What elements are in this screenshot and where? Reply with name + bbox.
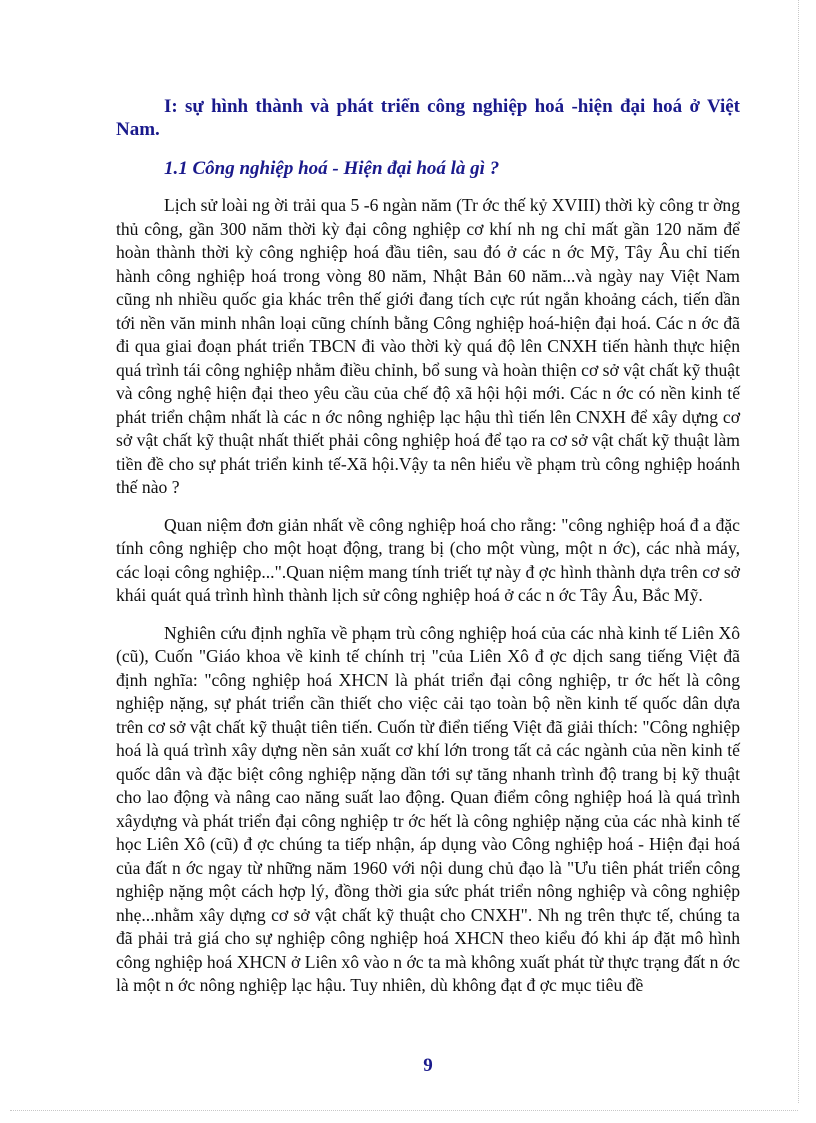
page-border-right	[798, 0, 799, 1103]
page-border-bottom	[10, 1110, 798, 1111]
paragraph-1: Lịch sử loài ng ời trải qua 5 -6 ngàn năm (Tr ớc thế kỷ XVIII) thời kỳ công tr ờng thủ công, gần 300 năm thời kỳ đại công nghiệp cơ khí nh ng chỉ mất gần 120 năm để hoàn thành thời kỳ công nghiệp hoá đầu tiên, sau đó ở các n ớc Mỹ, Tây Âu chỉ tiến hành công nghiệp hoá trong vòng 80 năm, Nhật Bản 60 năm...và ngày nay Việt Nam cũng nh nhiều quốc gia khác trên thế giới đang tích cực rút ngắn khoảng cách, tiến dần tới nền văn minh nhân loại cũng chính bằng Công nghiệp hoá-hiện đại hoá. Các n ớc đã đi qua giai đoạn phát triển TBCN đi vào thời kỳ quá độ lên CNXH tiến hành thực hiện quá trình tái công nghiệp nhằm điều chỉnh, bổ sung và hoàn thiện cơ sở vật chất kỹ thuật và công nghệ hiện đại theo yêu cầu của chế độ xã hội hội mới. Các n ớc có nền kinh tế phát triển chậm nhất là các n ớc nông nghiệp lạc hậu thì tiến lên CNXH để xây dựng cơ sở vật chất kỹ thuật nhất thiết phải công nghiệp hoá để tạo ra cơ sở vật chất kỹ thuật làm tiền đề cho sự phát triển kinh tế-Xã hội.Vậy ta nên hiểu về phạm trù công nghiệp hoánh thế nào ?	[116, 195, 740, 497]
section-heading: I: sự hình thành và phát triển công nghiệp hoá -hiện đại hoá ở Việt Nam.	[116, 96, 740, 140]
paragraph-3: Nghiên cứu định nghĩa về phạm trù công nghiệp hoá của các nhà kinh tế Liên Xô (cũ), Cuốn "Giáo khoa về kinh tế chính trị "của Liên Xô đ ợc dịch sang tiếng Việt đã định nghĩa: "công nghiệp hoá XHCN là phát triển đại công nghiệp, tr ớc hết là công nghiệp nặng, sự phát triển cần thiết cho việc cải tạo toàn bộ nền kinh tế quốc dân dựa trên cơ sở vật chất kỹ thuật tiên tiến. Cuốn từ điển tiếng Việt đã giải thích: "Công nghiệp hoá là quá trình xây dựng nền sản xuất cơ khí lớn trong tất cả các ngành của nền kinh tế quốc dân và đặc biệt công nghiệp nặng dần tới sự tăng nhanh trình độ trang bị kỹ thuật cho lao động và nâng cao năng suất lao động. Quan điểm công nghiệp hoá là quá trình xâydựng và phát triển đại công nghiệp tr ớc hết là công nghiệp nặng của các nhà kinh tế học Liên Xô (cũ) đ ợc chúng ta tiếp nhận, áp dụng vào Công nghiệp hoá - Hiện đại hoá của đất n ớc ngay từ những năm 1960 với nội dung chủ đạo là "Ưu tiên phát triển công nghiệp nặng một cách hợp lý, đồng thời gia sức phát triển nông nghiệp và công nghiệp nhẹ...nhằm xây dựng cơ sở vật chất kỹ thuật cho CNXH". Nh ng trên thực tế, chúng ta đã phải trả giá cho sự nghiệp công nghiệp hoá XHCN theo kiểu đó khi áp đặt mô hình công nghiệp hoá XHCN ở Liên xô vào n ớc ta mà không xuất phát từ thực trạng đất n ớc là một n ớc nông nghiệp lạc hậu. Tuy nhiên, dù không đạt đ ợc mục tiêu đề	[116, 622, 740, 995]
subsection-heading: 1.1 Công nghiệp hoá - Hiện đại hoá là gì ?	[164, 158, 500, 179]
paragraph-2: Quan niệm đơn giản nhất về công nghiệp hoá cho rằng: "công nghiệp hoá đ a đặc tính công nghiệp cho một hoạt động, trang bị (cho một vùng, một n ớc), các nhà máy, các loại công nghiệp...".Quan niệm mang tính triết tự này đ ợc hình thành dựa trên cơ sở khái quát quá trình hình thành lịch sử công nghiệp hoá ở các n ớc Tây Âu, Bắc Mỹ.	[116, 514, 740, 605]
document-body	[116, 95, 740, 998]
page-number: 9	[423, 1055, 433, 1076]
